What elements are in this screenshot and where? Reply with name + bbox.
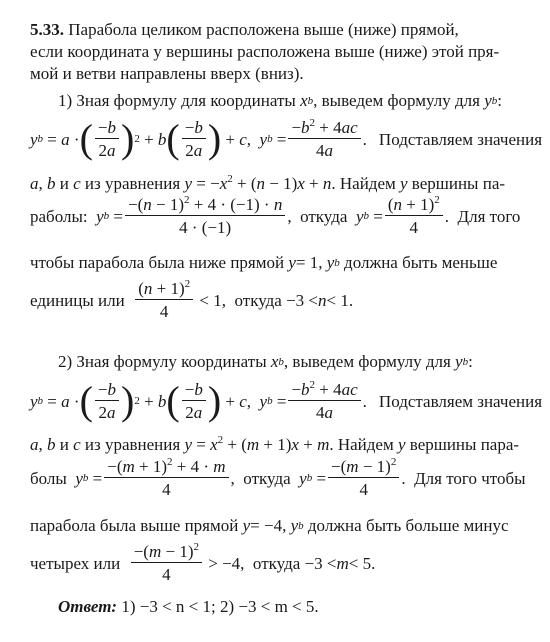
intro-line-1: 5.33. Парабола целиком расположена выше (ниже) прямой, (30, 20, 459, 39)
part1-line-4: раболы: y b = $\frac{-(n - 1)^2 + 4 \cdot (-1) \cdot n}{4 \cdot (-1)}$ , откуда y b = $\frac{(n + 1)^2}{4}$ . Для того (30, 194, 521, 237)
part2-line-1: 2) Зная формулу координаты x b , выведем формулу для y b : (58, 352, 473, 371)
part2-line-4: болы y b = $\frac{-(m + 1)^2 + 4 \cdot m}{4}$ , откуда y b = $\frac{-(m - 1)^2}{4}$ . Для того чтобы (30, 456, 526, 499)
answer-label: Ответ: (58, 597, 118, 616)
part1-line-5: чтобы парабола была ниже прямой y = 1, y b должна быть меньше (30, 253, 498, 272)
part2-line-5: парабола была выше прямой y = −4, y b должна быть больше минус (30, 516, 509, 535)
part1-formula-line: y b = a · ( $\frac{-b}{2a}$ ) 2 + b ( $\frac{-b}{2a}$ ) + c , y b = $\frac{-b^2 + 4ac}{4a}$ . Подставляем значения (30, 116, 543, 161)
part1-line-3: a, b и c из уравнения $y = -x^2 + (n - 1)x + n$. Найдем y вершины па- (30, 173, 506, 193)
vertex-y-formula-2: y b = a · ( $\frac{-b}{2a}$ ) 2 + b ( $\frac{-b}{2a}$ ) + c , y b = $\frac{-b^2 + 4ac}{4a}$ . (30, 378, 367, 423)
part1-line-1: 1) Зная формулу для координаты x b , выведем формулу для y b : (58, 91, 503, 110)
intro-line-2: если координата у вершины расположена выше (ниже) этой пря- (30, 42, 500, 61)
part1-line-6: единицы или $\frac{(n + 1)^2}{4}$ < 1, откуда −3 < n < 1. (30, 278, 354, 321)
problem-number: 5.33. (30, 20, 64, 39)
vertex-y-formula: y b = a · ( $\frac{-b}{2a}$ ) 2 + b ( $\frac{-b}{2a}$ ) + c , y b = $\frac{-b^2 + 4ac}{4a}$ . (30, 116, 367, 161)
part2-line-3: a, b и c из уравнения $y = x^2 + (m + 1)x + m$. Найдем y вершины пара- (30, 434, 520, 454)
part2-formula-line: y b = a · ( $\frac{-b}{2a}$ ) 2 + b ( $\frac{-b}{2a}$ ) + c , y b = $\frac{-b^2 + 4ac}{4a}$ . Подставляем значения (30, 378, 543, 423)
answer-line (58, 598, 522, 615)
answer-text: 1) −3 < n < 1; 2) −3 < m < 5. (121, 597, 319, 616)
part2-line-6: четырех или $\frac{-(m - 1)^2}{4}$ > −4, откуда −3 < m < 5. (30, 541, 376, 584)
intro-line-3: мой и ветви направлены вверх (вниз). (30, 64, 304, 83)
